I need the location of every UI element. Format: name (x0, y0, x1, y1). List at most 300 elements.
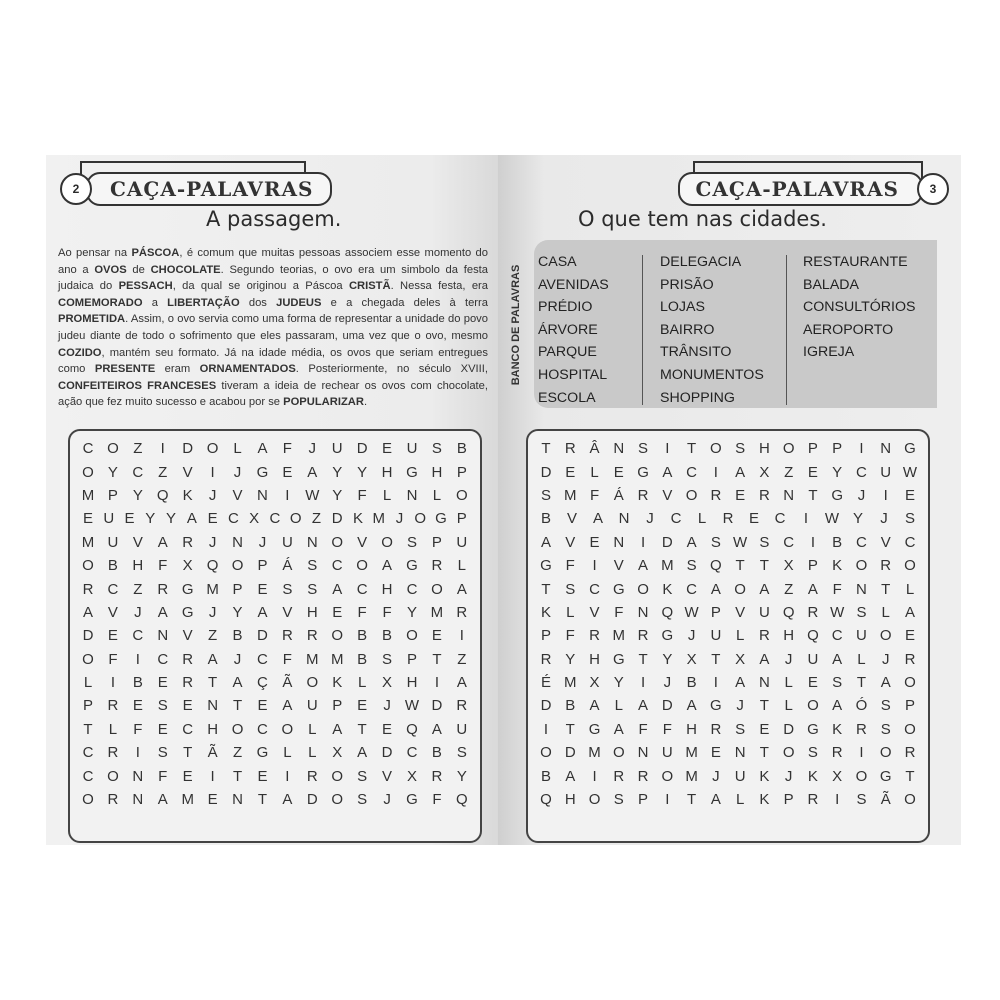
grid-letter[interactable]: D (331, 510, 343, 528)
grid-letter[interactable]: A (332, 720, 343, 738)
grid-letter[interactable]: W (830, 603, 845, 621)
grid-letter[interactable]: T (905, 767, 915, 785)
grid-letter[interactable]: B (232, 627, 243, 645)
grid-letter[interactable]: I (110, 674, 115, 692)
grid-letter[interactable]: H (758, 440, 770, 458)
grid-letter[interactable]: R (613, 767, 625, 785)
grid-letter[interactable]: J (134, 603, 142, 621)
grid-letter[interactable]: C (132, 463, 144, 481)
grid-letter[interactable]: I (883, 486, 888, 504)
grid-letter[interactable]: L (697, 510, 707, 528)
grid-letter[interactable]: C (686, 463, 698, 481)
grid-letter[interactable]: R (182, 674, 194, 692)
grid-letter[interactable]: N (132, 767, 144, 785)
grid-letter[interactable]: G (256, 463, 269, 481)
grid-letter[interactable]: J (233, 463, 242, 481)
grid-letter[interactable]: N (257, 486, 268, 504)
grid-letter[interactable]: L (905, 580, 915, 598)
grid-letter[interactable]: O (331, 791, 344, 809)
grid-letter[interactable]: F (357, 603, 367, 621)
grid-letter[interactable]: J (880, 510, 888, 528)
grid-letter[interactable]: O (661, 767, 674, 785)
grid-letter[interactable]: B (382, 627, 393, 645)
grid-letter[interactable]: D (540, 697, 552, 715)
grid-letter[interactable]: T (759, 744, 769, 762)
grid-letter[interactable]: M (612, 627, 626, 645)
grid-letter[interactable]: A (710, 580, 721, 598)
grid-letter[interactable]: N (232, 791, 243, 809)
grid-letter[interactable]: L (283, 744, 292, 762)
grid-letter[interactable]: C (182, 720, 194, 738)
grid-letter[interactable]: J (712, 767, 720, 785)
grid-letter[interactable]: F (638, 720, 648, 738)
grid-letter[interactable]: D (540, 463, 552, 481)
grid-letter[interactable]: U (107, 533, 119, 551)
grid-letter[interactable]: U (856, 627, 867, 645)
grid-letter[interactable]: I (859, 440, 864, 458)
grid-letter[interactable]: S (157, 697, 168, 715)
grid-letter[interactable]: W (305, 486, 320, 504)
grid-letter[interactable]: P (456, 510, 467, 528)
grid-letter[interactable]: T (83, 720, 93, 738)
grid-letter[interactable]: F (158, 767, 168, 785)
grid-letter[interactable]: E (124, 510, 135, 528)
grid-letter[interactable]: Y (565, 650, 576, 668)
grid-letter[interactable]: A (157, 533, 168, 551)
grid-letter[interactable]: L (308, 720, 317, 738)
grid-letter[interactable]: Â (589, 440, 600, 458)
grid-letter[interactable]: Y (132, 486, 143, 504)
grid-letter[interactable]: R (637, 627, 649, 645)
grid-letter[interactable]: X (783, 557, 794, 575)
grid-letter[interactable]: O (588, 791, 601, 809)
grid-letter[interactable]: U (103, 510, 115, 528)
grid-letter[interactable]: F (108, 650, 118, 668)
grid-letter[interactable]: I (285, 486, 290, 504)
grid-letter[interactable]: L (83, 674, 93, 692)
grid-letter[interactable]: V (357, 533, 368, 551)
grid-letter[interactable]: R (904, 650, 916, 668)
grid-letter[interactable]: V (566, 510, 577, 528)
grid-letter[interactable]: D (783, 720, 795, 738)
grid-letter[interactable]: S (759, 533, 770, 551)
grid-letter[interactable]: L (857, 650, 866, 668)
grid-letter[interactable]: L (784, 674, 793, 692)
grid-letter[interactable]: S (880, 720, 891, 738)
grid-letter[interactable]: A (431, 720, 442, 738)
grid-letter[interactable]: R (758, 486, 770, 504)
grid-letter[interactable]: R (564, 440, 576, 458)
grid-letter[interactable]: O (414, 510, 427, 528)
grid-letter[interactable]: F (282, 650, 292, 668)
grid-letter[interactable]: C (856, 463, 867, 481)
grid-letter[interactable]: I (810, 533, 815, 551)
grid-letter[interactable]: R (831, 744, 843, 762)
grid-letter[interactable]: X (182, 557, 193, 575)
grid-letter[interactable]: G (612, 580, 625, 598)
grid-letter[interactable]: C (831, 627, 843, 645)
grid-letter[interactable]: S (431, 440, 442, 458)
grid-letter[interactable]: J (308, 440, 317, 458)
grid-letter[interactable]: B (686, 674, 697, 692)
grid-letter[interactable]: G (435, 510, 447, 528)
grid-letter[interactable]: C (82, 744, 94, 762)
grid-letter[interactable]: I (434, 674, 439, 692)
grid-letter[interactable]: T (541, 580, 551, 598)
grid-letter[interactable]: X (249, 510, 260, 528)
grid-letter[interactable]: P (904, 697, 915, 715)
grid-letter[interactable]: L (233, 440, 242, 458)
grid-letter[interactable]: J (208, 603, 217, 621)
grid-letter[interactable]: X (759, 463, 770, 481)
grid-letter[interactable]: M (306, 650, 319, 668)
grid-letter[interactable]: O (807, 697, 819, 715)
grid-letter[interactable]: B (540, 510, 551, 528)
grid-letter[interactable]: G (904, 440, 916, 458)
grid-letter[interactable]: O (331, 533, 344, 551)
grid-letter[interactable]: E (807, 674, 818, 692)
grid-letter[interactable]: K (807, 767, 818, 785)
grid-letter[interactable]: E (748, 510, 759, 528)
grid-letter[interactable]: V (565, 533, 576, 551)
grid-letter[interactable]: S (282, 580, 293, 598)
grid-letter[interactable]: A (832, 697, 843, 715)
grid-letter[interactable]: O (637, 580, 649, 598)
grid-letter[interactable]: I (640, 674, 646, 692)
grid-letter[interactable]: Y (832, 463, 843, 481)
grid-letter[interactable]: R (807, 603, 819, 621)
grid-letter[interactable]: O (540, 744, 552, 762)
grid-letter[interactable]: O (612, 744, 625, 762)
grid-letter[interactable]: N (306, 533, 318, 551)
grid-letter[interactable]: R (281, 627, 293, 645)
grid-letter[interactable]: E (182, 697, 193, 715)
grid-letter[interactable]: S (638, 440, 649, 458)
grid-letter[interactable]: I (859, 744, 864, 762)
grid-letter[interactable]: O (331, 767, 344, 785)
grid-letter[interactable]: L (382, 486, 392, 504)
grid-letter[interactable]: G (406, 463, 418, 481)
grid-letter[interactable]: S (856, 791, 867, 809)
grid-letter[interactable]: A (257, 603, 268, 621)
grid-letter[interactable]: L (590, 463, 599, 481)
grid-letter[interactable]: K (759, 767, 770, 785)
grid-letter[interactable]: C (257, 650, 268, 668)
grid-letter[interactable]: U (456, 720, 468, 738)
grid-letter[interactable]: R (807, 791, 819, 809)
grid-letter[interactable]: E (735, 486, 746, 504)
grid-letter[interactable]: T (541, 440, 551, 458)
grid-letter[interactable]: L (108, 720, 118, 738)
grid-letter[interactable]: R (157, 580, 169, 598)
grid-letter[interactable]: Z (208, 627, 218, 645)
grid-letter[interactable]: U (306, 697, 318, 715)
grid-letter[interactable]: Z (133, 440, 143, 458)
grid-letter[interactable]: G (661, 627, 674, 645)
grid-letter[interactable]: A (832, 650, 843, 668)
grid-letter[interactable]: P (456, 463, 467, 481)
grid-letter[interactable]: B (357, 627, 368, 645)
grid-letter[interactable]: G (879, 767, 892, 785)
grid-letter[interactable]: L (566, 603, 575, 621)
grid-letter[interactable]: T (208, 674, 218, 692)
grid-letter[interactable]: U (456, 533, 468, 551)
grid-letter[interactable]: Ç (257, 674, 268, 692)
grid-letter[interactable]: I (543, 720, 549, 738)
grid-letter[interactable]: T (881, 580, 891, 598)
grid-letter[interactable]: V (589, 603, 600, 621)
grid-letter[interactable]: F (662, 720, 672, 738)
grid-letter[interactable]: I (135, 744, 140, 762)
grid-letter[interactable]: E (157, 720, 168, 738)
grid-letter[interactable]: O (904, 557, 916, 575)
grid-letter[interactable]: M (181, 791, 194, 809)
grid-letter[interactable]: Y (145, 510, 156, 528)
grid-letter[interactable]: P (807, 557, 818, 575)
grid-letter[interactable]: A (759, 650, 770, 668)
grid-letter[interactable]: Ó (855, 697, 868, 715)
grid-letter[interactable]: O (231, 557, 244, 575)
grid-letter[interactable]: P (832, 440, 843, 458)
grid-letter[interactable]: M (588, 744, 601, 762)
grid-letter[interactable]: E (107, 627, 118, 645)
grid-letter[interactable]: L (735, 627, 745, 645)
grid-letter[interactable]: G (612, 650, 625, 668)
grid-letter[interactable]: F (832, 580, 842, 598)
grid-letter[interactable]: N (783, 486, 795, 504)
grid-letter[interactable]: N (637, 744, 649, 762)
grid-letter[interactable]: B (132, 674, 143, 692)
grid-letter[interactable]: O (782, 440, 795, 458)
grid-letter[interactable]: R (456, 697, 468, 715)
grid-letter[interactable]: P (406, 650, 417, 668)
grid-letter[interactable]: F (565, 557, 575, 575)
grid-letter[interactable]: X (382, 674, 393, 692)
grid-letter[interactable]: H (207, 720, 219, 738)
grid-letter[interactable]: C (82, 440, 94, 458)
grid-letter[interactable]: M (661, 557, 674, 575)
grid-letter[interactable]: U (406, 440, 418, 458)
grid-letter[interactable]: H (132, 557, 144, 575)
grid-letter[interactable]: S (307, 580, 318, 598)
grid-letter[interactable]: A (592, 510, 603, 528)
grid-letter[interactable]: C (331, 557, 343, 575)
grid-letter[interactable]: J (784, 650, 793, 668)
grid-letter[interactable]: N (734, 744, 746, 762)
grid-letter[interactable]: A (807, 580, 818, 598)
grid-letter[interactable]: O (381, 533, 393, 551)
grid-letter[interactable]: F (133, 720, 143, 738)
grid-letter[interactable]: R (722, 510, 734, 528)
grid-letter[interactable]: A (540, 533, 551, 551)
grid-letter[interactable]: A (638, 557, 649, 575)
grid-letter[interactable]: M (564, 674, 577, 692)
grid-letter[interactable]: I (665, 791, 670, 809)
grid-letter[interactable]: G (807, 720, 819, 738)
grid-letter[interactable]: J (663, 674, 672, 692)
grid-letter[interactable]: Y (166, 510, 177, 528)
grid-letter[interactable]: K (182, 486, 193, 504)
grid-letter[interactable]: T (759, 557, 769, 575)
grid-letter[interactable]: E (589, 533, 600, 551)
grid-letter[interactable]: C (82, 767, 94, 785)
grid-letter[interactable]: O (710, 440, 722, 458)
grid-letter[interactable]: M (372, 510, 385, 528)
grid-letter[interactable]: Ã (207, 744, 218, 762)
grid-letter[interactable]: C (670, 510, 682, 528)
grid-letter[interactable]: P (107, 486, 118, 504)
grid-letter[interactable]: M (206, 580, 219, 598)
grid-letter[interactable]: O (82, 557, 94, 575)
grid-letter[interactable]: F (589, 486, 600, 504)
grid-letter[interactable]: X (332, 744, 343, 762)
grid-letter[interactable]: H (381, 580, 393, 598)
grid-letter[interactable]: Ã (282, 674, 293, 692)
grid-letter[interactable]: J (857, 486, 866, 504)
grid-letter[interactable]: O (406, 627, 418, 645)
grid-letter[interactable]: E (357, 697, 368, 715)
grid-letter[interactable]: M (564, 486, 577, 504)
grid-letter[interactable]: N (880, 440, 892, 458)
grid-letter[interactable]: R (456, 603, 468, 621)
grid-letter[interactable]: N (637, 603, 649, 621)
grid-letter[interactable]: A (307, 463, 318, 481)
grid-letter[interactable]: V (282, 603, 293, 621)
grid-letter[interactable]: C (783, 533, 795, 551)
grid-letter[interactable]: J (258, 533, 267, 551)
grid-letter[interactable]: F (432, 791, 442, 809)
grid-letter[interactable]: A (565, 767, 576, 785)
grid-letter[interactable]: Y (852, 510, 863, 528)
grid-letter[interactable]: V (382, 767, 393, 785)
grid-letter[interactable]: H (589, 650, 600, 668)
grid-letter[interactable]: O (455, 486, 468, 504)
grid-letter[interactable]: A (638, 697, 649, 715)
grid-letter[interactable]: I (285, 767, 290, 785)
grid-letter[interactable]: R (589, 627, 600, 645)
grid-letter[interactable]: E (382, 720, 393, 738)
grid-letter[interactable]: O (82, 463, 94, 481)
grid-letter[interactable]: G (540, 557, 552, 575)
grid-letter[interactable]: S (613, 791, 624, 809)
grid-letter[interactable]: L (735, 791, 745, 809)
grid-letter[interactable]: O (855, 767, 868, 785)
grid-letter[interactable]: Z (311, 510, 321, 528)
grid-letter[interactable]: I (713, 463, 718, 481)
grid-letter[interactable]: T (232, 767, 243, 785)
grid-letter[interactable]: I (459, 627, 464, 645)
grid-letter[interactable]: K (759, 791, 770, 809)
grid-letter[interactable]: Q (807, 627, 819, 645)
grid-letter[interactable]: S (382, 650, 393, 668)
grid-letter[interactable]: R (637, 767, 649, 785)
grid-letter[interactable]: K (352, 510, 363, 528)
grid-letter[interactable]: T (638, 650, 648, 668)
grid-letter[interactable]: H (306, 603, 318, 621)
grid-letter[interactable]: O (904, 791, 916, 809)
grid-letter[interactable]: A (157, 791, 168, 809)
grid-letter[interactable]: M (685, 744, 698, 762)
grid-letter[interactable]: W (684, 603, 699, 621)
grid-letter[interactable]: E (282, 463, 293, 481)
grid-letter[interactable]: O (281, 720, 294, 738)
grid-letter[interactable]: O (206, 440, 219, 458)
grid-letter[interactable]: N (132, 791, 144, 809)
grid-letter[interactable]: V (132, 533, 143, 551)
grid-letter[interactable]: B (431, 744, 442, 762)
grid-letter[interactable]: W (733, 533, 748, 551)
grid-letter[interactable]: O (855, 557, 868, 575)
grid-letter[interactable]: A (686, 533, 697, 551)
grid-letter[interactable]: P (431, 533, 442, 551)
grid-letter[interactable]: S (904, 510, 915, 528)
grid-letter[interactable]: T (808, 486, 818, 504)
grid-letter[interactable]: I (713, 674, 718, 692)
grid-letter[interactable]: L (881, 603, 890, 621)
grid-letter[interactable]: O (82, 791, 94, 809)
grid-letter[interactable]: D (564, 744, 576, 762)
grid-letter[interactable]: C (686, 580, 698, 598)
grid-letter[interactable]: I (210, 767, 215, 785)
grid-letter[interactable]: Y (357, 463, 368, 481)
grid-letter[interactable]: R (306, 627, 318, 645)
grid-letter[interactable]: R (82, 580, 94, 598)
grid-letter[interactable]: K (540, 603, 551, 621)
grid-letter[interactable]: G (637, 463, 649, 481)
grid-letter[interactable]: A (357, 744, 368, 762)
grid-letter[interactable]: Z (784, 463, 794, 481)
grid-letter[interactable]: E (565, 463, 576, 481)
grid-letter[interactable]: F (614, 603, 624, 621)
grid-letter[interactable]: S (735, 440, 746, 458)
grid-letter[interactable]: K (832, 720, 843, 738)
grid-letter[interactable]: I (835, 791, 840, 809)
grid-letter[interactable]: Z (232, 744, 243, 762)
grid-letter[interactable]: U (880, 463, 892, 481)
grid-letter[interactable]: R (431, 557, 443, 575)
grid-letter[interactable]: H (783, 627, 795, 645)
grid-letter[interactable]: O (289, 510, 302, 528)
grid-letter[interactable]: B (107, 557, 118, 575)
grid-letter[interactable]: S (856, 603, 867, 621)
grid-letter[interactable]: M (430, 603, 444, 621)
grid-letter[interactable]: A (282, 791, 293, 809)
grid-letter[interactable]: Y (456, 767, 467, 785)
grid-letter[interactable]: A (186, 510, 197, 528)
grid-letter[interactable]: I (135, 650, 140, 668)
grid-letter[interactable]: R (856, 720, 867, 738)
grid-letter[interactable]: E (904, 627, 915, 645)
grid-letter[interactable]: M (330, 650, 344, 668)
grid-letter[interactable]: J (784, 767, 793, 785)
grid-letter[interactable]: Y (662, 650, 673, 668)
grid-letter[interactable]: E (82, 510, 93, 528)
grid-letter[interactable]: O (431, 580, 443, 598)
grid-letter[interactable]: A (589, 697, 600, 715)
grid-letter[interactable]: N (157, 627, 169, 645)
grid-letter[interactable]: P (638, 791, 649, 809)
grid-letter[interactable]: S (710, 533, 721, 551)
grid-letter[interactable]: N (758, 674, 770, 692)
grid-letter[interactable]: P (232, 580, 243, 598)
grid-letter[interactable]: Z (457, 650, 467, 668)
grid-letter[interactable]: Q (710, 557, 722, 575)
grid-letter[interactable]: E (710, 744, 721, 762)
grid-letter[interactable]: A (456, 580, 467, 598)
grid-letter[interactable]: E (207, 510, 218, 528)
grid-letter[interactable]: W (824, 510, 840, 528)
grid-letter[interactable]: L (308, 744, 317, 762)
